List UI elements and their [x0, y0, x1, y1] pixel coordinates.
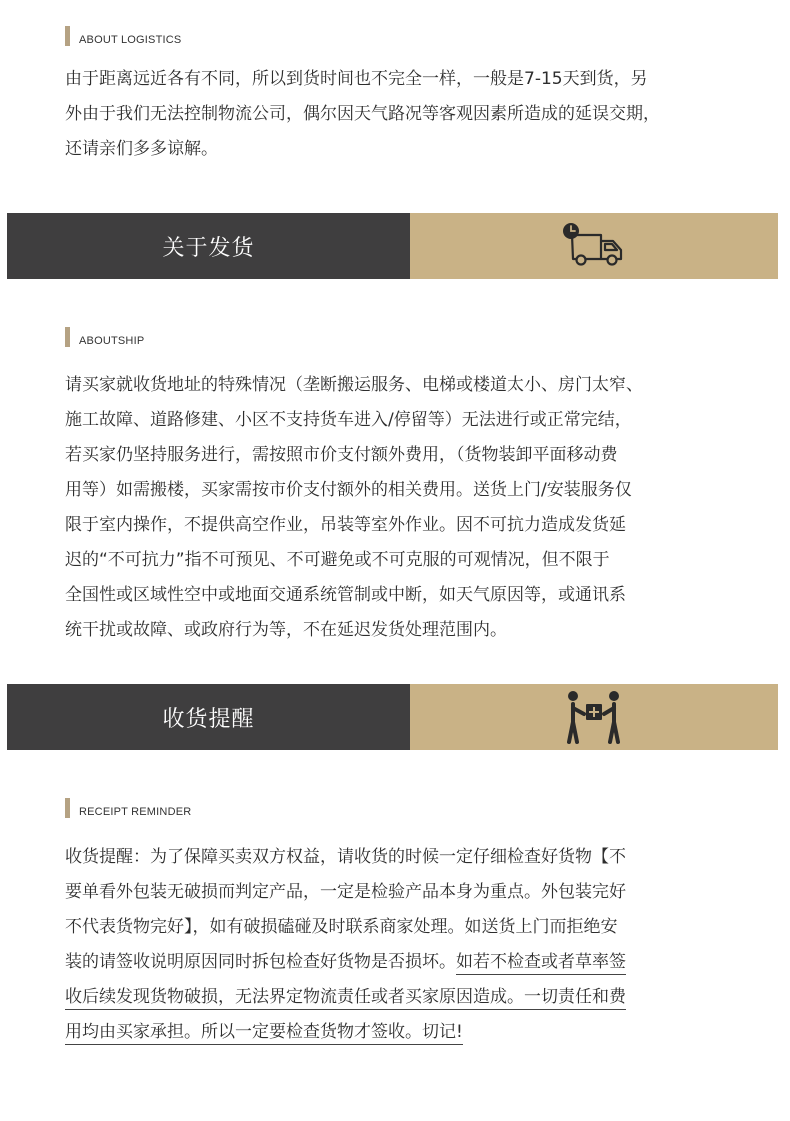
underlined-warning: 收后续发现货物破损，无法界定物流责任或者买家原因造成。一切责任和费	[65, 987, 626, 1010]
receipt-banner	[7, 684, 778, 750]
tag-accent-bar	[65, 26, 70, 46]
tag-label: RECEIPT REMINDER	[79, 806, 192, 818]
banner-icon-panel	[410, 213, 778, 279]
paragraph-line: 请买家就收货地址的特殊情况（垄断搬运服务、电梯或楼道太小、房门太窄、	[65, 375, 643, 395]
underlined-warning: 如若不检查或者草率签	[456, 952, 626, 975]
section-tag-ship	[65, 327, 144, 347]
underlined-warning: 用均由买家承担。所以一定要检查货物才签收。切记!	[65, 1022, 463, 1045]
tag-accent-bar	[65, 327, 70, 347]
paragraph-line: 迟的“不可抗力”指不可预见、不可避免或不可克服的可观情况，但不限于	[65, 550, 610, 570]
paragraph-line: 全国性或区域性空中或地面交通系统管制或中断，如天气原因等，或通讯系	[65, 585, 626, 605]
section-tag-receipt	[65, 798, 191, 818]
paragraph-line: 由于距离远近各有不同，所以到货时间也不完全一样，一般是7-15天到货，另	[65, 69, 648, 89]
paragraph-line: 还请亲们多多谅解。	[65, 139, 218, 159]
paragraph-line	[65, 980, 755, 1015]
banner-icon-panel	[410, 684, 778, 750]
receipt-paragraph	[65, 840, 755, 1050]
tag-label: ABOUTSHIP	[79, 335, 145, 347]
paragraph-line: 收货提醒：为了保障买卖双方权益，请收货的时候一定仔细检查好货物【不	[65, 847, 626, 867]
tag-label: ABOUT LOGISTICS	[79, 34, 182, 46]
paragraph-segment: 装的请签收说明原因同时拆包检查好货物是否损坏。	[65, 952, 456, 972]
paragraph-line: 不代表货物完好】，如有破损磕碰及时联系商家处理。如送货上门而拒绝安	[65, 917, 618, 937]
paragraph-line: 用等）如需搬楼，买家需按市价支付额外的相关费用。送货上门/安装服务仅	[65, 480, 632, 500]
paragraph-line: 统干扰或故障、或政府行为等，不在延迟发货处理范围内。	[65, 620, 507, 640]
banner-title: 收货提醒	[7, 684, 410, 750]
package-handover-icon	[564, 688, 624, 746]
paragraph-line: 施工故障、道路修建、小区不支持货车进入/停留等）无法进行或正常完结，	[65, 410, 632, 430]
delivery-truck-clock-icon	[561, 221, 627, 271]
paragraph-line	[65, 1015, 755, 1050]
paragraph-line: 限于室内操作，不提供高空作业，吊装等室外作业。因不可抗力造成发货延	[65, 515, 626, 535]
shipping-paragraph	[65, 368, 755, 648]
paragraph-line: 要单看外包装无破损而判定产品，一定是检验产品本身为重点。外包装完好	[65, 882, 626, 902]
logistics-paragraph	[65, 62, 755, 167]
paragraph-line: 外由于我们无法控制物流公司，偶尔因天气路况等客观因素所造成的延误交期，	[65, 104, 660, 124]
tag-accent-bar	[65, 798, 70, 818]
paragraph-line	[65, 945, 755, 980]
banner-title: 关于发货	[7, 213, 410, 279]
shipping-banner	[7, 213, 778, 279]
section-tag-logistics	[65, 26, 181, 46]
paragraph-line: 若买家仍坚持服务进行，需按照市价支付额外费用，（货物装卸平面移动费	[65, 445, 618, 465]
